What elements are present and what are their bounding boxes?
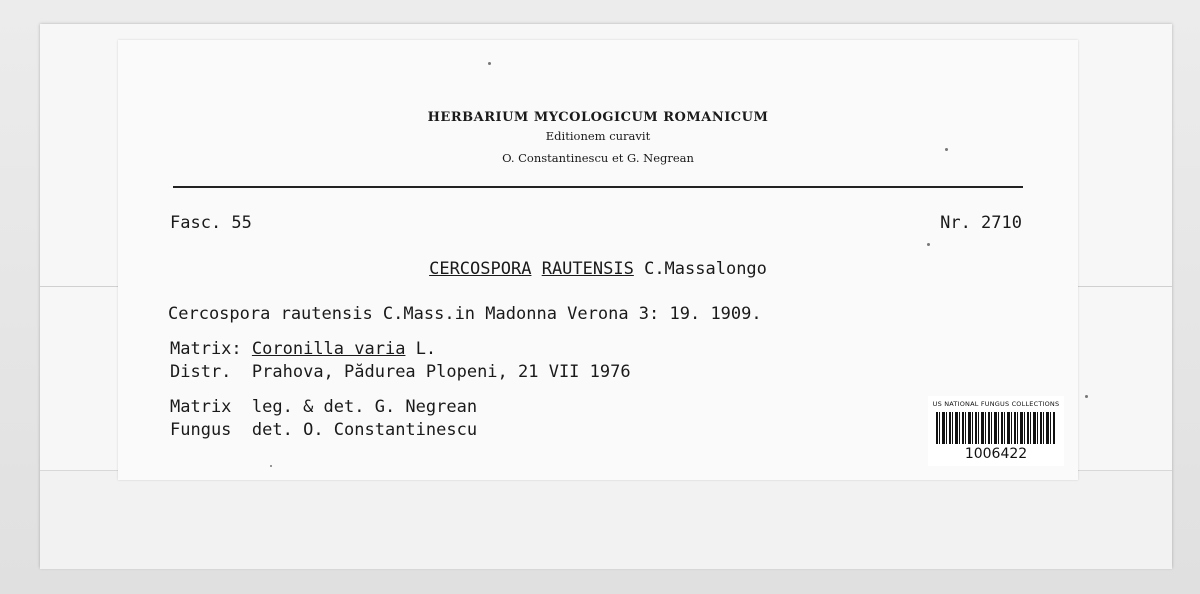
- barcode-icon: [936, 412, 1056, 444]
- determiner-value: det. O. Constantinescu: [251, 420, 478, 440]
- species-citation: Cercospora rautensis C.Mass.in Madonna Verona 3: 19. 1909.: [168, 304, 762, 324]
- matrix-row: [170, 339, 436, 359]
- paper-speck: [927, 243, 930, 246]
- distribution-label: Distr.: [170, 362, 232, 382]
- barcode-collection-name: US NATIONAL FUNGUS COLLECTIONS: [932, 400, 1060, 408]
- herbarium-editors: O. Constantinescu et G. Negrean: [502, 151, 694, 165]
- matrix-host: Coronilla varia: [251, 339, 406, 359]
- label-header: [118, 110, 1078, 165]
- collector-label: Matrix: [170, 397, 232, 417]
- envelope-bottom-flap: [40, 470, 1172, 569]
- barcode-number: 1006422: [964, 446, 1028, 462]
- herbarium-title: HERBARIUM MYCOLOGICUM ROMANICUM: [427, 110, 769, 125]
- paper-speck: [945, 148, 948, 151]
- paper-speck: [1085, 395, 1088, 398]
- species-author: C.Massalongo: [644, 259, 767, 279]
- matrix-label: Matrix:: [170, 339, 242, 359]
- herbarium-label: [118, 40, 1078, 480]
- distribution-row: [170, 362, 631, 382]
- species-genus: CERCOSPORA: [429, 259, 532, 279]
- exsiccata-number: Nr. 2710: [940, 213, 1022, 233]
- paper-speck: [270, 465, 272, 467]
- fascicle-number: Fasc. 55: [170, 213, 252, 233]
- herbarium-subtitle: Editionem curavit: [545, 129, 651, 143]
- paper-speck: [488, 62, 491, 65]
- determiner-label: Fungus: [170, 420, 232, 440]
- barcode-label: [928, 396, 1064, 466]
- header-divider: [173, 186, 1023, 188]
- species-name: [118, 259, 1078, 279]
- collector-row: [170, 397, 477, 417]
- matrix-host-author: L.: [415, 339, 437, 359]
- collector-value: leg. & det. G. Negrean: [251, 397, 478, 417]
- distribution-value: Prahova, Pădurea Plopeni, 21 VII 1976: [251, 362, 631, 382]
- determiner-row: [170, 420, 477, 440]
- species-epithet: RAUTENSIS: [541, 259, 634, 279]
